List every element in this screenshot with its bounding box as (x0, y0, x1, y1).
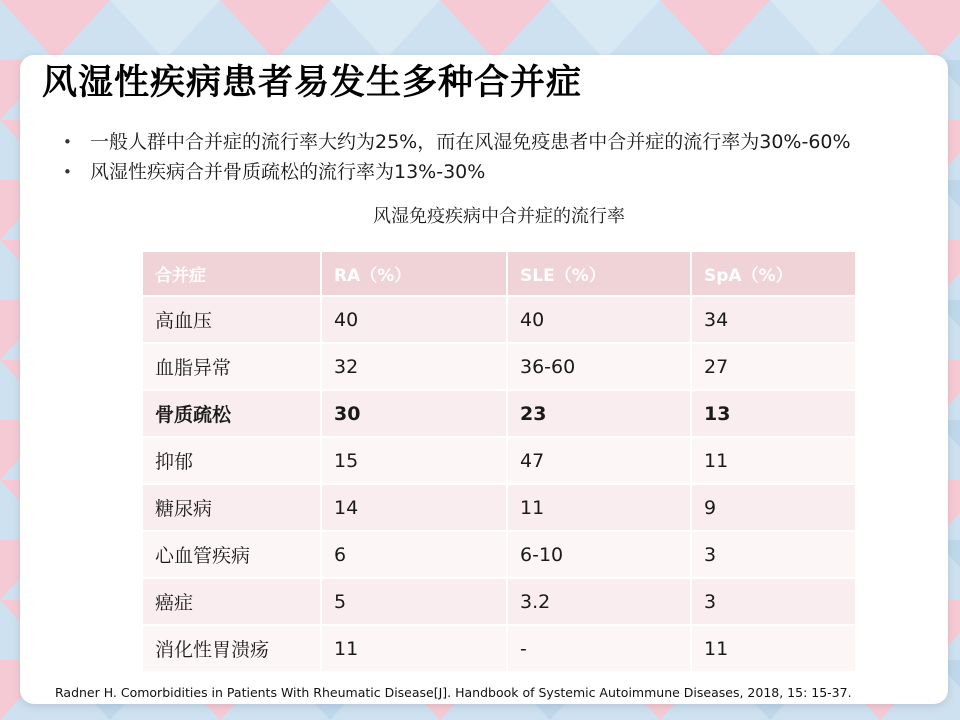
comorbidity-table (143, 250, 855, 673)
cell-sle: - (508, 626, 692, 671)
cell-sle: 36-60 (508, 344, 692, 389)
cell-ra: 32 (322, 344, 508, 389)
table-row (143, 532, 855, 577)
row-label: 抑郁 (143, 438, 322, 483)
row-label: 心血管疾病 (143, 532, 322, 577)
table-row (143, 297, 855, 342)
slide-title: 风湿性疾病患者易发生多种合并症 (42, 63, 583, 103)
row-label: 血脂异常 (143, 344, 322, 389)
cell-spa: 11 (692, 438, 855, 483)
cell-ra: 11 (322, 626, 508, 671)
slide-panel (20, 55, 948, 704)
table-row (143, 344, 855, 389)
row-label: 消化性胃溃疡 (143, 626, 322, 671)
table-row (143, 626, 855, 671)
cell-spa: 27 (692, 344, 855, 389)
cell-spa: 13 (692, 391, 855, 436)
bullet-marker: • (63, 133, 72, 151)
cell-spa: 3 (692, 532, 855, 577)
table-title: 风湿免疫疾病中合并症的流行率 (373, 206, 625, 227)
cell-ra: 14 (322, 485, 508, 530)
bullet-item (63, 127, 923, 157)
table-row (143, 579, 855, 624)
citation-text: Radner H. Comorbidities in Patients With Rheumatic Disease[J]. Handbook of Systemic Autoimmune Diseases, 2018, 15: 15-37. (55, 685, 852, 700)
row-label: 骨质疏松 (143, 391, 322, 436)
table-header-row (143, 252, 855, 295)
cell-sle: 3.2 (508, 579, 692, 624)
cell-spa: 3 (692, 579, 855, 624)
row-label: 糖尿病 (143, 485, 322, 530)
row-label: 癌症 (143, 579, 322, 624)
cell-sle: 23 (508, 391, 692, 436)
cell-ra: 30 (322, 391, 508, 436)
cell-ra: 5 (322, 579, 508, 624)
table-row (143, 438, 855, 483)
header-sle: SLE（%） (508, 252, 692, 295)
cell-sle: 47 (508, 438, 692, 483)
cell-spa: 9 (692, 485, 855, 530)
table-row-highlighted (143, 391, 855, 436)
bullet-text: 风湿性疾病合并骨质疏松的流行率为13%-30% (90, 161, 486, 183)
cell-spa: 34 (692, 297, 855, 342)
bullet-list (63, 127, 923, 187)
row-label: 高血压 (143, 297, 322, 342)
header-ra: RA（%） (322, 252, 508, 295)
table-row (143, 485, 855, 530)
bullet-marker: • (63, 163, 72, 181)
bullet-text: 一般人群中合并症的流行率大约为25%，而在风湿免疫患者中合并症的流行率为30%-60% (90, 131, 851, 153)
cell-sle: 11 (508, 485, 692, 530)
cell-ra: 40 (322, 297, 508, 342)
header-spa: SpA（%） (692, 252, 855, 295)
cell-ra: 15 (322, 438, 508, 483)
header-comorbidity: 合并症 (143, 252, 322, 295)
cell-sle: 40 (508, 297, 692, 342)
bullet-item (63, 157, 923, 187)
cell-ra: 6 (322, 532, 508, 577)
cell-spa: 11 (692, 626, 855, 671)
cell-sle: 6-10 (508, 532, 692, 577)
